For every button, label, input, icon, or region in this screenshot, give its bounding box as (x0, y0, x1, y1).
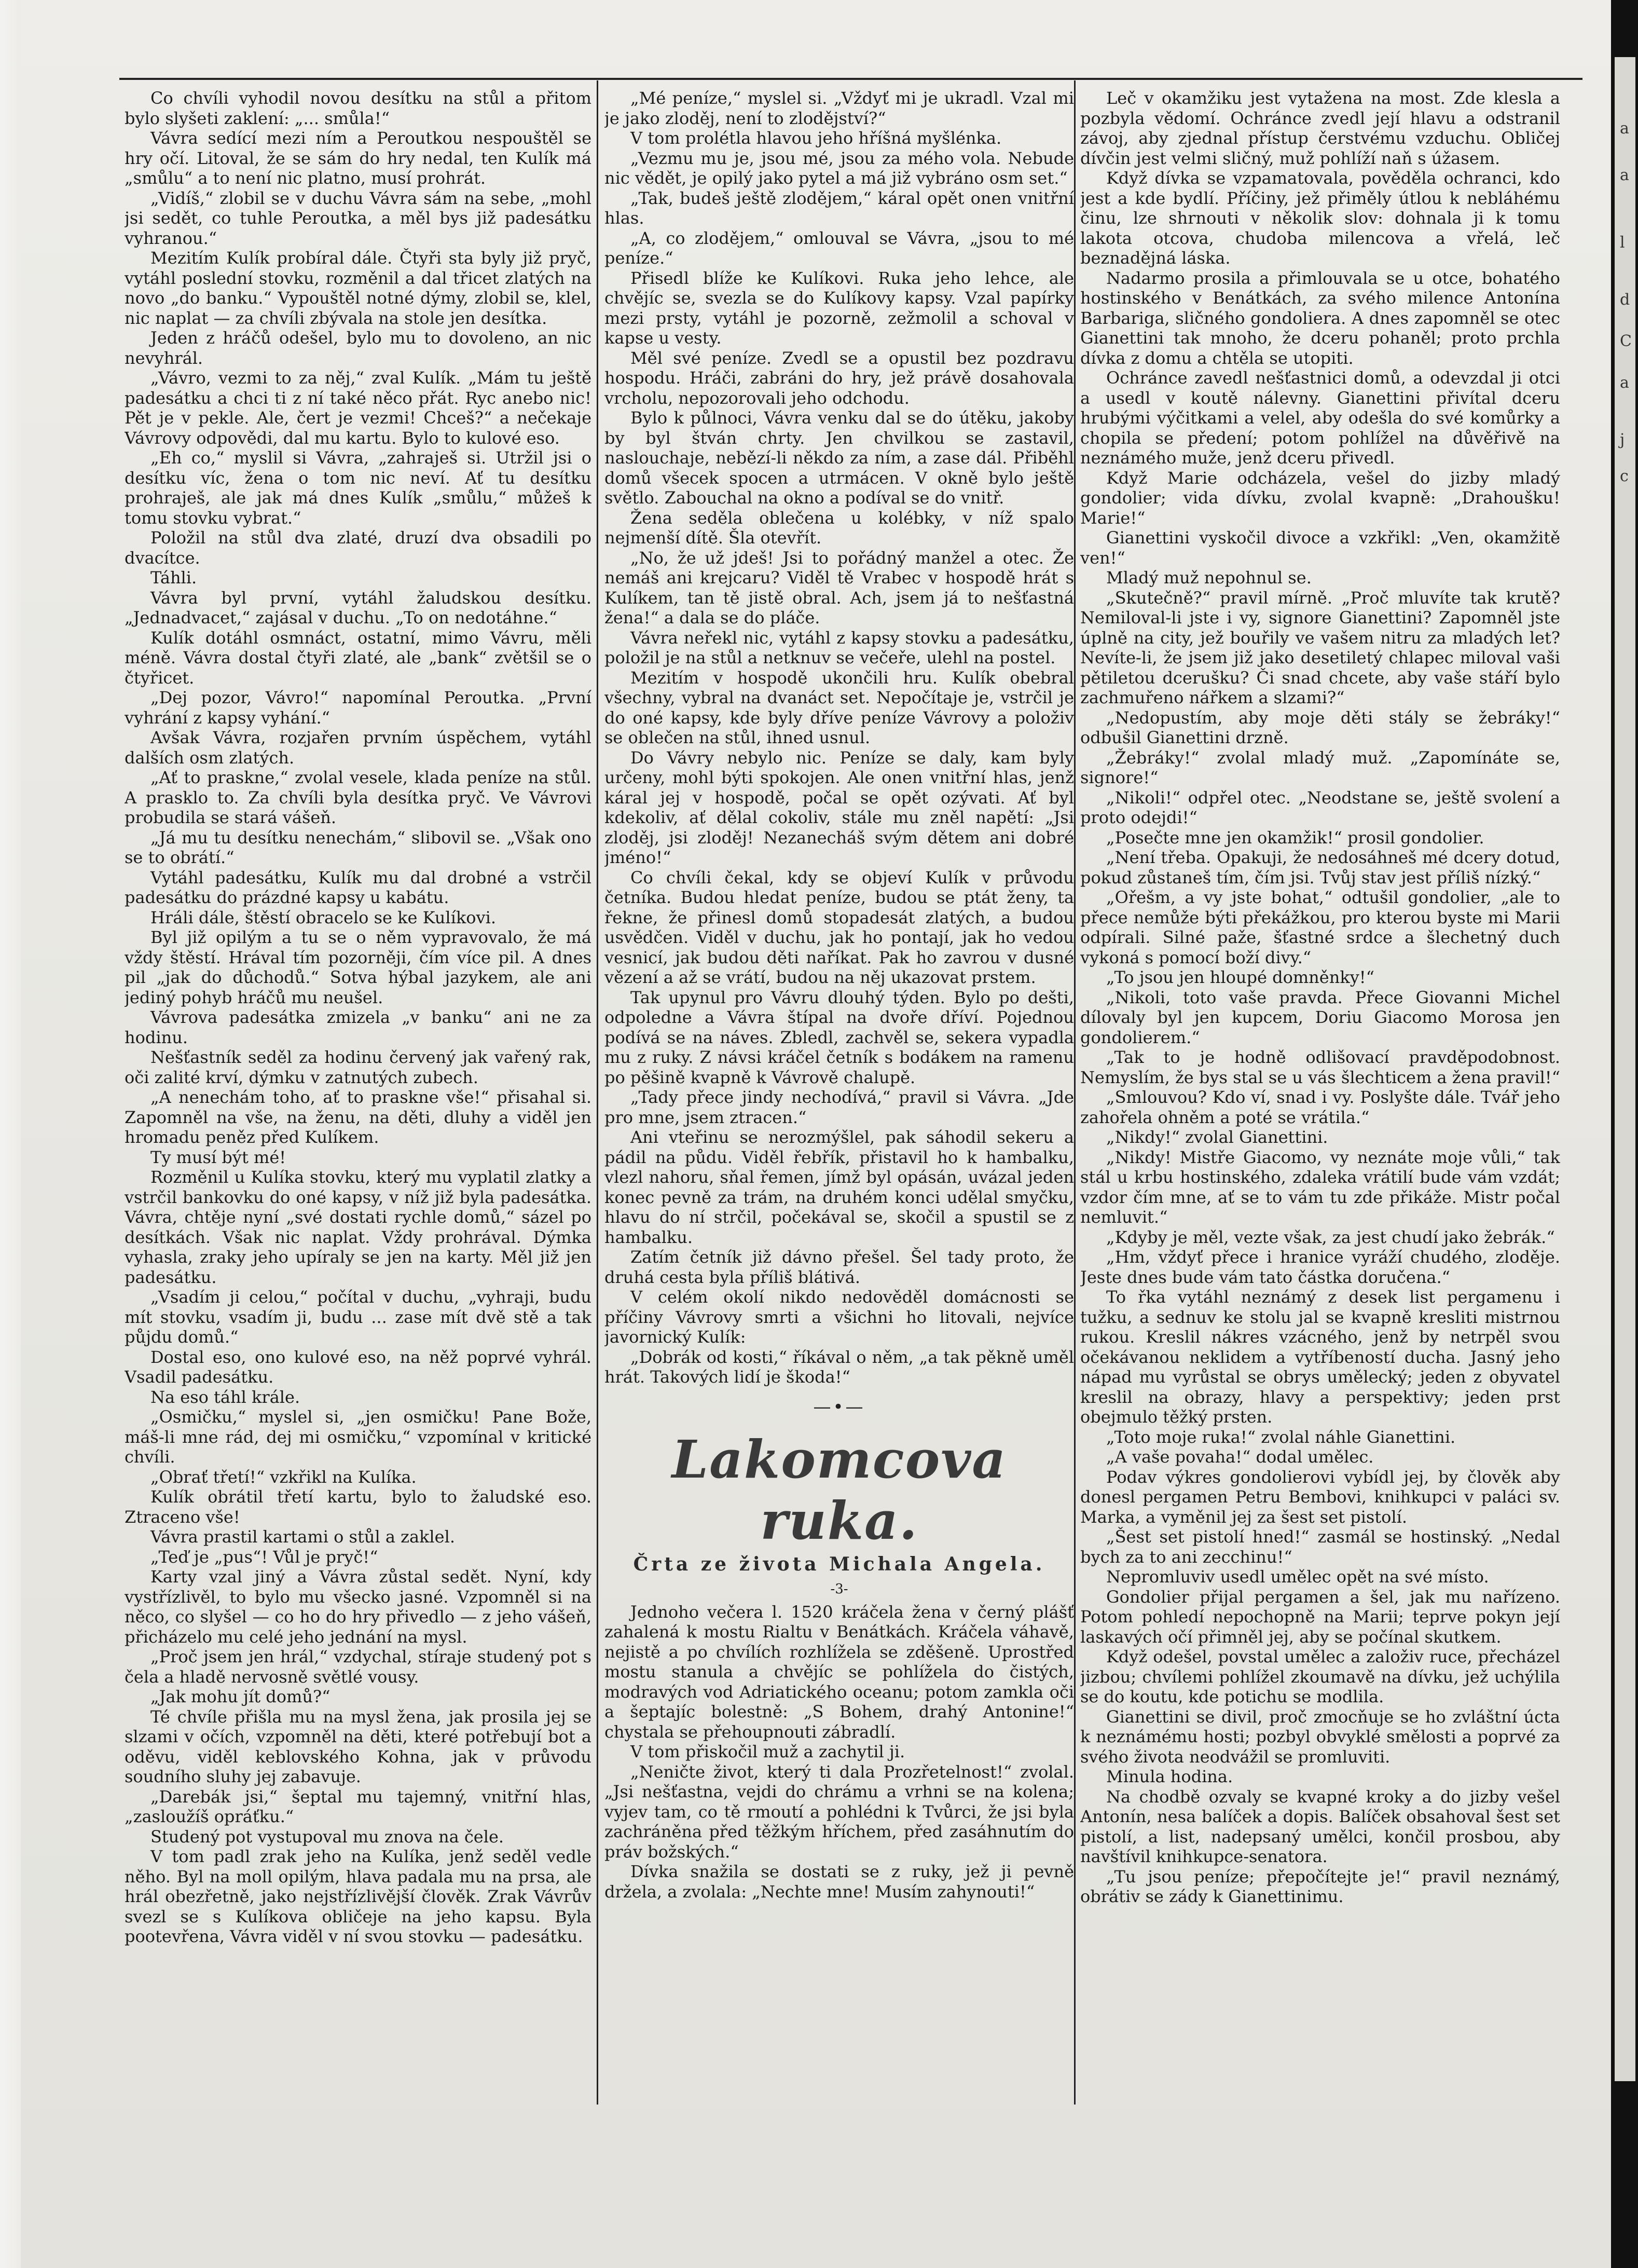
paragraph: Avšak Vávra, rozjařen prvním úspěchem, vytáhl dalších osm zlatých. (125, 728, 591, 768)
paragraph: „Ať to praskne,“ zvolal vesele, klada peníze na stůl. A prasklo to. Za chvíli byla desítka pryč. Ve Vávrovi probudila se stará vášeň. (125, 768, 591, 827)
paragraph: Do Vávry nebylo nic. Peníze se daly, kam byly určeny, mohl býti spokojen. Ale onen vnitřní hlas, jenž káral jej v hospodě, počal se opět ozývati. Ať byl kdekoliv, ať dělal cokoliv, stále mu zněl napětí: „Jsi zloděj, jsi zloděj! Nezanecháš svým dětem ani dobré jméno!“ (604, 747, 1074, 867)
top-rule (119, 78, 1582, 80)
next-page-edge-paper (1615, 57, 1635, 2081)
paragraph: „Není třeba. Opakuji, že nedosáhneš mé dcery dotud, pokud zůstaneš tím, čím jsi. Tvůj stav jest příliš nízký.“ (1080, 848, 1560, 887)
paragraph: „Neničte život, který ti dala Prozřetelnost!“ zvolal. „Jsi nešťastna, vejdi do chrámu a vrhni se na kolena; vyjev tam, co tě rmoutí a pohlédni k Tvůrci, že jsi byla zachráněna před těžkým hříchem, před zasáhnutím do práv božských.“ (604, 1761, 1074, 1862)
paragraph: Bylo k půlnoci, Vávra venku dal se do útěku, jakoby by byl štván chrty. Jen chvilkou se zastavil, naslouchaje, nebězí-li někdo za ním, a zase dál. Přiběhl domů všecek spocen a utrmácen. V okně bylo ještě světlo. Zabouchal na okno a podíval se do vnitř. (604, 408, 1074, 508)
paragraph: To řka vytáhl neznámý z desek list pergamenu i tužku, a sednuv ke stolu jal se kvapně kresliti mistrnou rukou. Kreslil nákres vzácného, jenž by netrpěl svou očekávanou neklidem a vytříbeností ducha. Jasný jeho nápad mu vyrůstal se obrys umělecký; jeden z obyvatel kreslil na obrazy, hlavy a perspektivy; jeden prst obejmulo těžký prsten. (1080, 1287, 1560, 1427)
paragraph: „Žebráky!“ zvolal mladý muž. „Zapomínáte se, signore!“ (1080, 747, 1560, 787)
paragraph: „Osmičku,“ myslel si, „jen osmičku! Pane Bože, máš-li mne rád, dej mi osmičku,“ vzpomínal v kritické chvíli. (125, 1407, 591, 1467)
edge-letter: a (1620, 119, 1629, 138)
column-rule-1 (597, 80, 598, 2105)
paragraph: „A, co zlodějem,“ omlouval se Vávra, „jsou to mé peníze.“ (604, 228, 1074, 268)
paragraph: „Vávro, vezmi to za něj,“ zval Kulík. „Mám tu ještě padesátku a chci ti z ní také něco přát. Ryc anebo nic! Pět je v pekle. Ale, čert je vezmi! Chceš?“ a nečekaje Vávrovy odpovědi, dal mu kartu. Bylo to kulové eso. (125, 368, 591, 448)
paragraph: „To jsou jen hloupé domněnky!“ (1106, 967, 1375, 987)
paragraph: „Dobrák od kosti,“ říkával o něm, „a tak pěkně uměl hrát. Takových lidí je škoda!“ (604, 1347, 1074, 1387)
paragraph: Nepromluviv usedl umělec opět na své místo. (1106, 1567, 1489, 1587)
page-left-margin (0, 0, 21, 2268)
paragraph: V celém okolí nikdo nedověděl domácnosti se příčiny Vávrovy smrti a všichni ho litovali, nejvíce javornický Kulík: (604, 1287, 1074, 1347)
paragraph: „Nikdy! Mistře Giacomo, vy neznáte moje vůli,“ tak stál u krbu hostinského, zdaleka vrátilí bude vám vzdát; vzdor čím mne, ať se to vám tu zde přikáže. Mistr počal nemluvit.“ (1080, 1147, 1560, 1227)
paragraph: Minula hodina. (1106, 1767, 1233, 1786)
paragraph: „A vaše povaha!“ dodal umělec. (1106, 1447, 1374, 1467)
paragraph: Když dívka se vzpamatovala, pověděla ochranci, kdo jest a kde bydlí. Příčiny, jež přiměly útlou k nebláhému činu, lze shrnouti v několik slov: dohnala ji k tomu lakota otcova, chudoba milencova a vřelá, leč beznadějná láska. (1080, 168, 1560, 268)
paragraph: „Toto moje ruka!“ zvolal náhle Gianettini. (1106, 1427, 1456, 1447)
paragraph: „Kdyby je měl, vezte však, za jest chudí jako žebrák.“ (1106, 1227, 1555, 1247)
paragraph: „Dej pozor, Vávro!“ napomínal Peroutka. „První vyhrání z kapsy vyhání.“ (125, 688, 591, 728)
paragraph: „Tak, budeš ještě zlodějem,“ káral opět onen vnitřní hlas. (604, 188, 1074, 228)
paragraph: Vávra prastil kartami o stůl a zaklel. (150, 1527, 455, 1547)
paragraph: Měl své peníze. Zvedl se a opustil bez pozdravu hospodu. Hráči, zabráni do hry, jež právě dosahovala vrcholu, nepozorovali jeho odchodu. (604, 348, 1074, 408)
paragraph: „Jak mohu jít domů?“ (150, 1687, 331, 1706)
text-column-2 (604, 88, 1074, 2190)
story-mark: -3- (830, 1581, 848, 1597)
paragraph: „Vezmu mu je, jsou mé, jsou za mého vola. Nebude nic vědět, je opilý jako pytel a má již vybráno osm set.“ (604, 148, 1074, 188)
paragraph: „Mé peníze,“ myslel si. „Vždyť mi je ukradl. Vzal mi je jako zloděj, není to zlodějství?“ (604, 88, 1074, 128)
paragraph: Nadarmo prosila a přimlouvala se u otce, bohatého hostinského v Benátkách, za svého milence Antonína Barbariga, sličného gondoliera. A dnes zapomněl se otec Gianettini tak mnoho, že dceru pohaněl; proto prchla dívka z domu a chtěla se utopiti. (1080, 268, 1560, 368)
paragraph: „Vidíš,“ zlobil se v duchu Vávra sám na sebe, „mohl jsi sedět, co tuhle Peroutka, a měl bys již padesátku vyhranou.“ (125, 188, 591, 248)
paragraph: Mezitím v hospodě ukončili hru. Kulík obebral všechny, vybral na dvanáct set. Nepočítaje je, vstrčil je do oné kapsy, kde byly dříve peníze Vávrovy a položiv se oblečen na stůl, ihned usnul. (604, 667, 1074, 747)
paragraph: „Nikoli, toto vaše pravda. Přece Giovanni Michel dílovaly byl jen kupcem, Doriu Giacomo Morosa jen gondolierem.“ (1080, 987, 1560, 1047)
paragraph: Na chodbě ozvaly se kvapné kroky a do jizby vešel Antonín, nesa balíček a dopis. Balíček obsahoval šest set pistolí, a list, nadepsaný umělci, končil prosbou, aby navštívil knihkupce-senatora. (1080, 1786, 1560, 1866)
paragraph: Nešťastník seděl za hodinu červený jak vařený rak, oči zalité krví, dýmku v zatnutých zubech. (125, 1047, 591, 1087)
paragraph: „Tak to je hodně odlišovací pravděpodobnost. Nemyslím, že bys stal se u vás šlechticem a žena pravil!“ (1080, 1047, 1560, 1087)
paragraph: „Obrať třetí!“ vzkřikl na Kulíka. (150, 1467, 417, 1487)
paragraph: Co chvíli vyhodil novou desítku na stůl a přitom bylo slyšeti zaklení: „... smůla!“ (125, 88, 591, 128)
paragraph: Ani vteřinu se nerozmýšlel, pak sáhodil sekeru a pádil na půdu. Viděl řebřík, přistavil ho k hambalku, vlezl nahoru, sňal řemen, jímž byl opásán, uvázal jeden konec pevně za trám, na druhém konci udělal smyčku, hlavu do ní strčil, počekával se, skočil a spustil se z hambalku. (604, 1127, 1074, 1247)
paragraph: Položil na stůl dva zlaté, druzí dva obsadili po dvacítce. (125, 528, 591, 568)
paragraph: „Tu jsou peníze; přepočítejte je!“ pravil neznámý, obrátiv se zády k Gianettinimu. (1080, 1866, 1560, 1906)
paragraph: Jednoho večera l. 1520 kráčela žena v černý plášť zahalená k mostu Rialtu v Benátkách. Kráčela váhavě, nejistě a po chvílích rozhlížela se zděšeně. Uprostřed mostu stanula a chvějíc se pohlížela do čistých, modravých vod Adriatického oceanu; potom zamkla oči a šeptajíc bolestně: „S Bohem, drahý Antonine!“ chystala se přehoupnouti zábradlí. (604, 1602, 1074, 1742)
paragraph: „Teď je „pus“! Vůl je pryč!“ (150, 1547, 378, 1567)
paragraph: „A nenechám toho, ať to praskne vše!“ přisahal si. Zapomněl na vše, na ženu, na děti, dluhy a viděl jen hromadu peněz před Kulíkem. (125, 1087, 591, 1147)
paragraph: Studený pot vystupoval mu znova na čele. (150, 1826, 504, 1847)
paragraph: Vávrova padesátka zmizela „v banku“ ani ne za hodinu. (125, 1007, 591, 1047)
paragraph: Vytáhl padesátku, Kulík mu dal drobné a vstrčil padesátku do prázdné kapsy u kabátu. (125, 867, 591, 907)
paragraph: Leč v okamžiku jest vytažena na most. Zde klesla a pozbyla vědomí. Ochránce zvedl její hlavu a odstranil závoj, aby zjednal přístup čerstvému vzduchu. Obličej dívčin jest velmi sličný, muž pohlíží naň s úžasem. (1080, 88, 1560, 168)
paragraph: Dívka snažila se dostati se z ruky, jež ji pevně držela, a zvolala: „Nechte mne! Musím zahynouti!“ (604, 1862, 1074, 1902)
paragraph: Rozměnil u Kulíka stovku, který mu vyplatil zlatky a vstrčil bankovku do oné kapsy, v níž již byla padesátka. Vávra, chtěje nyní „své dostati rychle domů,“ sázel po desítkách. Však nic naplat. Vždy prohrával. Dýmka vyhasla, zraky jeho upíraly se jen na karty. Měl již jen padesátku. (125, 1167, 591, 1287)
text-column-3 (1080, 88, 1560, 2190)
paragraph: „Darebák jsi,“ šeptal mu tajemný, vnitřní hlas, „zasloužíš opráťku.“ (125, 1786, 591, 1826)
paragraph: Když Marie odcházela, vešel do jizby mladý gondolier; vida dívku, zvolal kvapně: „Drahoušku! Marie!“ (1080, 468, 1560, 528)
paragraph: Mladý muž nepohnul se. (1106, 568, 1312, 588)
paragraph: Vávra byl první, vytáhl žaludskou desítku. „Jednadvacet,“ zajásal v duchu. „To on nedotáhne.“ (125, 588, 591, 627)
paragraph: Mezitím Kulík probíral dále. Čtyři sta byly již pryč, vytáhl poslední stovku, rozměnil a dal třicet zlatých na novo „do banku.“ Vypouštěl notné dýmy, zlobil se, klel, nic naplat — za chvíli zbývala na stole jen desítka. (125, 248, 591, 328)
paragraph: Ochránce zavedl nešťastnici domů, a odevzdal ji otci a usedl v koutě nálevny. Gianettini přivítal dceru hrubými výčitkami a velel, aby odešla do své komůrky a chopila se předení; potom pohlížel na důvěřivě na neznámého muže, jenž dceru přivedl. (1080, 368, 1560, 468)
paragraph: Gianettini se divil, proč zmocňuje se ho zvláštní úcta k neznámému hosti; pozbyl obvyklé smělosti a poprvé za svého života neodvážil se promluviti. (1080, 1706, 1560, 1767)
edge-letter: j (1620, 431, 1625, 449)
edge-letter: a (1620, 374, 1629, 392)
paragraph: Co chvíli čekal, kdy se objeví Kulík v průvodu četníka. Budou hledat peníze, budou se ptát ženy, ta řekne, že přinesl domů stopadesát zlatých, a budou usvědčen. Viděl v duchu, jak ho pontají, jak ho vedou vesnicí, jak budou děti naříkat. Pak ho zavrou v dusné vězení a až se vrátí, budou na něj ukazovat prstem. (604, 867, 1074, 987)
paragraph: V tom prolétla hlavou jeho hříšná myšlénka. (630, 128, 1002, 148)
edge-letter: C (1620, 332, 1632, 350)
paragraph: Na eso táhl krále. (150, 1387, 300, 1407)
paragraph: Zatím četník již dávno přešel. Šel tady proto, že druhá cesta byla příliš blátivá. (604, 1247, 1074, 1287)
paragraph: Hráli dále, štěstí obracelo se ke Kulíkovi. (150, 907, 497, 927)
paragraph: „Ořešm, a vy jste bohat,“ odtušil gondolier, „ale to přece nemůže býti překážkou, pro kterou byste mi Marii odpírali. Silné paže, šťastné srdce a šlechetný duch vykoná s pomocí boží divy.“ (1080, 887, 1560, 967)
paragraph: V tom padl zrak jeho na Kulíka, jenž seděl vedle něho. Byl na moll opilým, hlava padala mu na prsa, ale hrál obezřetně, jako nejstřízlivější člověk. Zrak Vávrův svezl se s Kulíkova obličeje na jeho kapsu. Byla pootevřena, Vávra viděl v ní svou stovku — padesátku. (125, 1847, 591, 1946)
section-divider: —•— (813, 1396, 865, 1417)
paragraph: „Posečte mne jen okamžik!“ prosil gondolier. (1106, 827, 1484, 848)
paragraph: Kulík dotáhl osmnáct, ostatní, mimo Vávru, měli méně. Vávra dostal čtyři zlaté, ale „bank“ zvětšil se o čtyřicet. (125, 627, 591, 688)
paragraph: „Proč jsem jen hrál,“ vzdychal, stíraje studený pot s čela a hladě nervosně světlé vousy. (125, 1647, 591, 1687)
paragraph: „Šest set pistolí hned!“ zasmál se hostinský. „Nedal bych za to ani zecchinu!“ (1080, 1527, 1560, 1567)
column-rule-2 (1074, 80, 1076, 2105)
paragraph: Podav výkres gondolierovi vybídl jej, by člověk aby donesl pergamen Petru Bembovi, knihkupci v paláci sv. Marka, a vyměnil jej za šest set pistolí. (1080, 1467, 1560, 1527)
paragraph: „Smlouvou? Kdo ví, snad i vy. Poslyšte dále. Tvář jeho zahořela ohněm a poté se vrátila.“ (1080, 1087, 1560, 1127)
paragraph: Ty musí být mé! (150, 1147, 286, 1167)
paragraph: Táhli. (150, 568, 197, 588)
paragraph: Gianettini vyskočil divoce a vzkřikl: „Ven, okamžitě ven!“ (1080, 528, 1560, 568)
paragraph: Vávra sedící mezi ním a Peroutkou nespouštěl se hry očí. Litoval, že se sám do hry nedal, ten Kulík má „smůlu“ a to není nic platno, musí prohrát. (125, 128, 591, 188)
text-column-1 (125, 88, 591, 2190)
edge-letter: d (1620, 291, 1630, 309)
paragraph: „Vsadím ji celou,“ počítal v duchu, „vyhraji, budu mít stovku, vsadím ji, budu ... zase mít dvě stě a tak půjdu domů.“ (125, 1287, 591, 1347)
edge-letter: c (1620, 467, 1629, 485)
paragraph: Byl již opilým a tu se o něm vypravovalo, že má vždy štěstí. Hrával tím pozorněji, čím více pil. A dnes pil „jak do důchodů.“ Sotva hýbal jazykem, ale ani jediný pohyb hráčů mu neušel. (125, 927, 591, 1007)
paragraph: „Já mu tu desítku nenechám,“ slibovil se. „Však ono se to obrátí.“ (125, 827, 591, 867)
paragraph: V tom přiskočil muž a zachytil ji. (630, 1742, 905, 1761)
paragraph: „Eh co,“ myslil si Vávra, „zahraješ si. Utržil jsi o desítku víc, žena o tom nic neví. Ať tu desítku prohraješ, ale jak má dnes Kulík „smůlu,“ můžeš k tomu stovku vybrat.“ (125, 448, 591, 528)
paragraph: Přisedl blíže ke Kulíkovi. Ruka jeho lehce, ale chvějíc se, svezla se do Kulíkovy kapsy. Vzal papírky mezi prsty, vytáhl je pozorně, zežmolil a schoval v kapse u vesty. (604, 268, 1074, 348)
paragraph: „Skutečně?“ pravil mírně. „Proč mluvíte tak krutě? Nemiloval-li jste i vy, signore Gianettini? Zapomněl jste úplně na city, jež bouřily ve vašem nitru za mladých let? Nevíte-li, že jsem již jako desetiletý chlapec miloval vaši pětiletou dcerušku? Či snad chcete, aby vaše stáří bylo zachmuřeno nářkem a slzami?“ (1080, 588, 1560, 707)
paragraph: „Tady přece jindy nechodívá,“ pravil si Vávra. „Jde pro mne, jsem ztracen.“ (604, 1087, 1074, 1127)
paragraph: Když odešel, povstal umělec a založiv ruce, přecházel jizbou; chvílemi pohlížel zkoumavě na dívku, jež uchýlila se do koutu, kde potichu se modlila. (1080, 1647, 1560, 1706)
paragraph: Jeden z hráčů odešel, bylo mu to dovoleno, an nic nevyhrál. (125, 328, 591, 368)
story-title: Lakomcova ruka. (671, 1428, 1007, 1551)
edge-letter: l (1620, 234, 1625, 252)
story-subtitle: Črta ze života Michala Angela. (633, 1553, 1045, 1575)
paragraph: Žena seděla oblečena u kolébky, v níž spalo nejmenší dítě. Šla otevřít. (604, 508, 1074, 548)
edge-letter: a (1620, 166, 1629, 184)
paragraph: „Hm, vždyť přece i hranice vyráží chudého, zloděje. Jeste dnes bude vám tato částka doručena.“ (1080, 1247, 1560, 1287)
paragraph: Gondolier přijal pergamen a šel, jak mu nařízeno. Potom pohledí nepochopně na Marii; teprve pokyn její laskavých očí přimněl jej, aby se počínal skutkem. (1080, 1587, 1560, 1647)
paragraph: Dostal eso, ono kulové eso, na něž poprvé vyhrál. Vsadil padesátku. (125, 1347, 591, 1387)
paragraph: Vávra neřekl nic, vytáhl z kapsy stovku a padesátku, položil je na stůl a netknuv se večeře, ulehl na postel. (604, 627, 1074, 667)
paragraph: Tak upynul pro Vávru dlouhý týden. Bylo po dešti, odpoledne a Vávra štípal na dvoře dříví. Pojednou podívá se na náves. Zbledl, zachvěl se, sekera vypadla mu z ruky. Z návsi kráčel četník s bodákem na ramenu po pěšině kvapně k Vávrově chalupě. (604, 987, 1074, 1087)
paragraph: „No, že už jdeš! Jsi to pořádný manžel a otec. Že nemáš ani krejcaru? Viděl tě Vrabec v hospodě hrát s Kulíkem, tan tě jistě obral. Ach, jsem já to nešťastná žena!“ a dala se do pláče. (604, 548, 1074, 627)
paragraph: „Nikdy!“ zvolal Gianettini. (1106, 1127, 1328, 1147)
paragraph: „Nikoli!“ odpřel otec. „Neodstane se, ještě svolení a proto odejdi!“ (1080, 787, 1560, 827)
paragraph: Té chvíle přišla mu na mysl žena, jak prosila jej se slzami v očích, vzpomněl na děti, které potřebují bot a oděvu, viděl keblovského Kohna, jak v průvodu soudního sluhy jej zabavuje. (125, 1706, 591, 1786)
paragraph: „Nedopustím, aby moje děti stály se žebráky!“ odbušil Gianettini drzně. (1080, 707, 1560, 747)
paragraph: Kulík obrátil třetí kartu, bylo to žaludské eso. Ztraceno vše! (125, 1487, 591, 1527)
paragraph: Karty vzal jiný a Vávra zůstal sedět. Nyní, kdy vystřízlivěl, to bylo mu všecko jasné. Vzpomněl si na něco, co slyšel — co ho do hry přivedlo — z jeho vášeň, přicházelo mu celé jeho jednání na mysl. (125, 1567, 591, 1647)
